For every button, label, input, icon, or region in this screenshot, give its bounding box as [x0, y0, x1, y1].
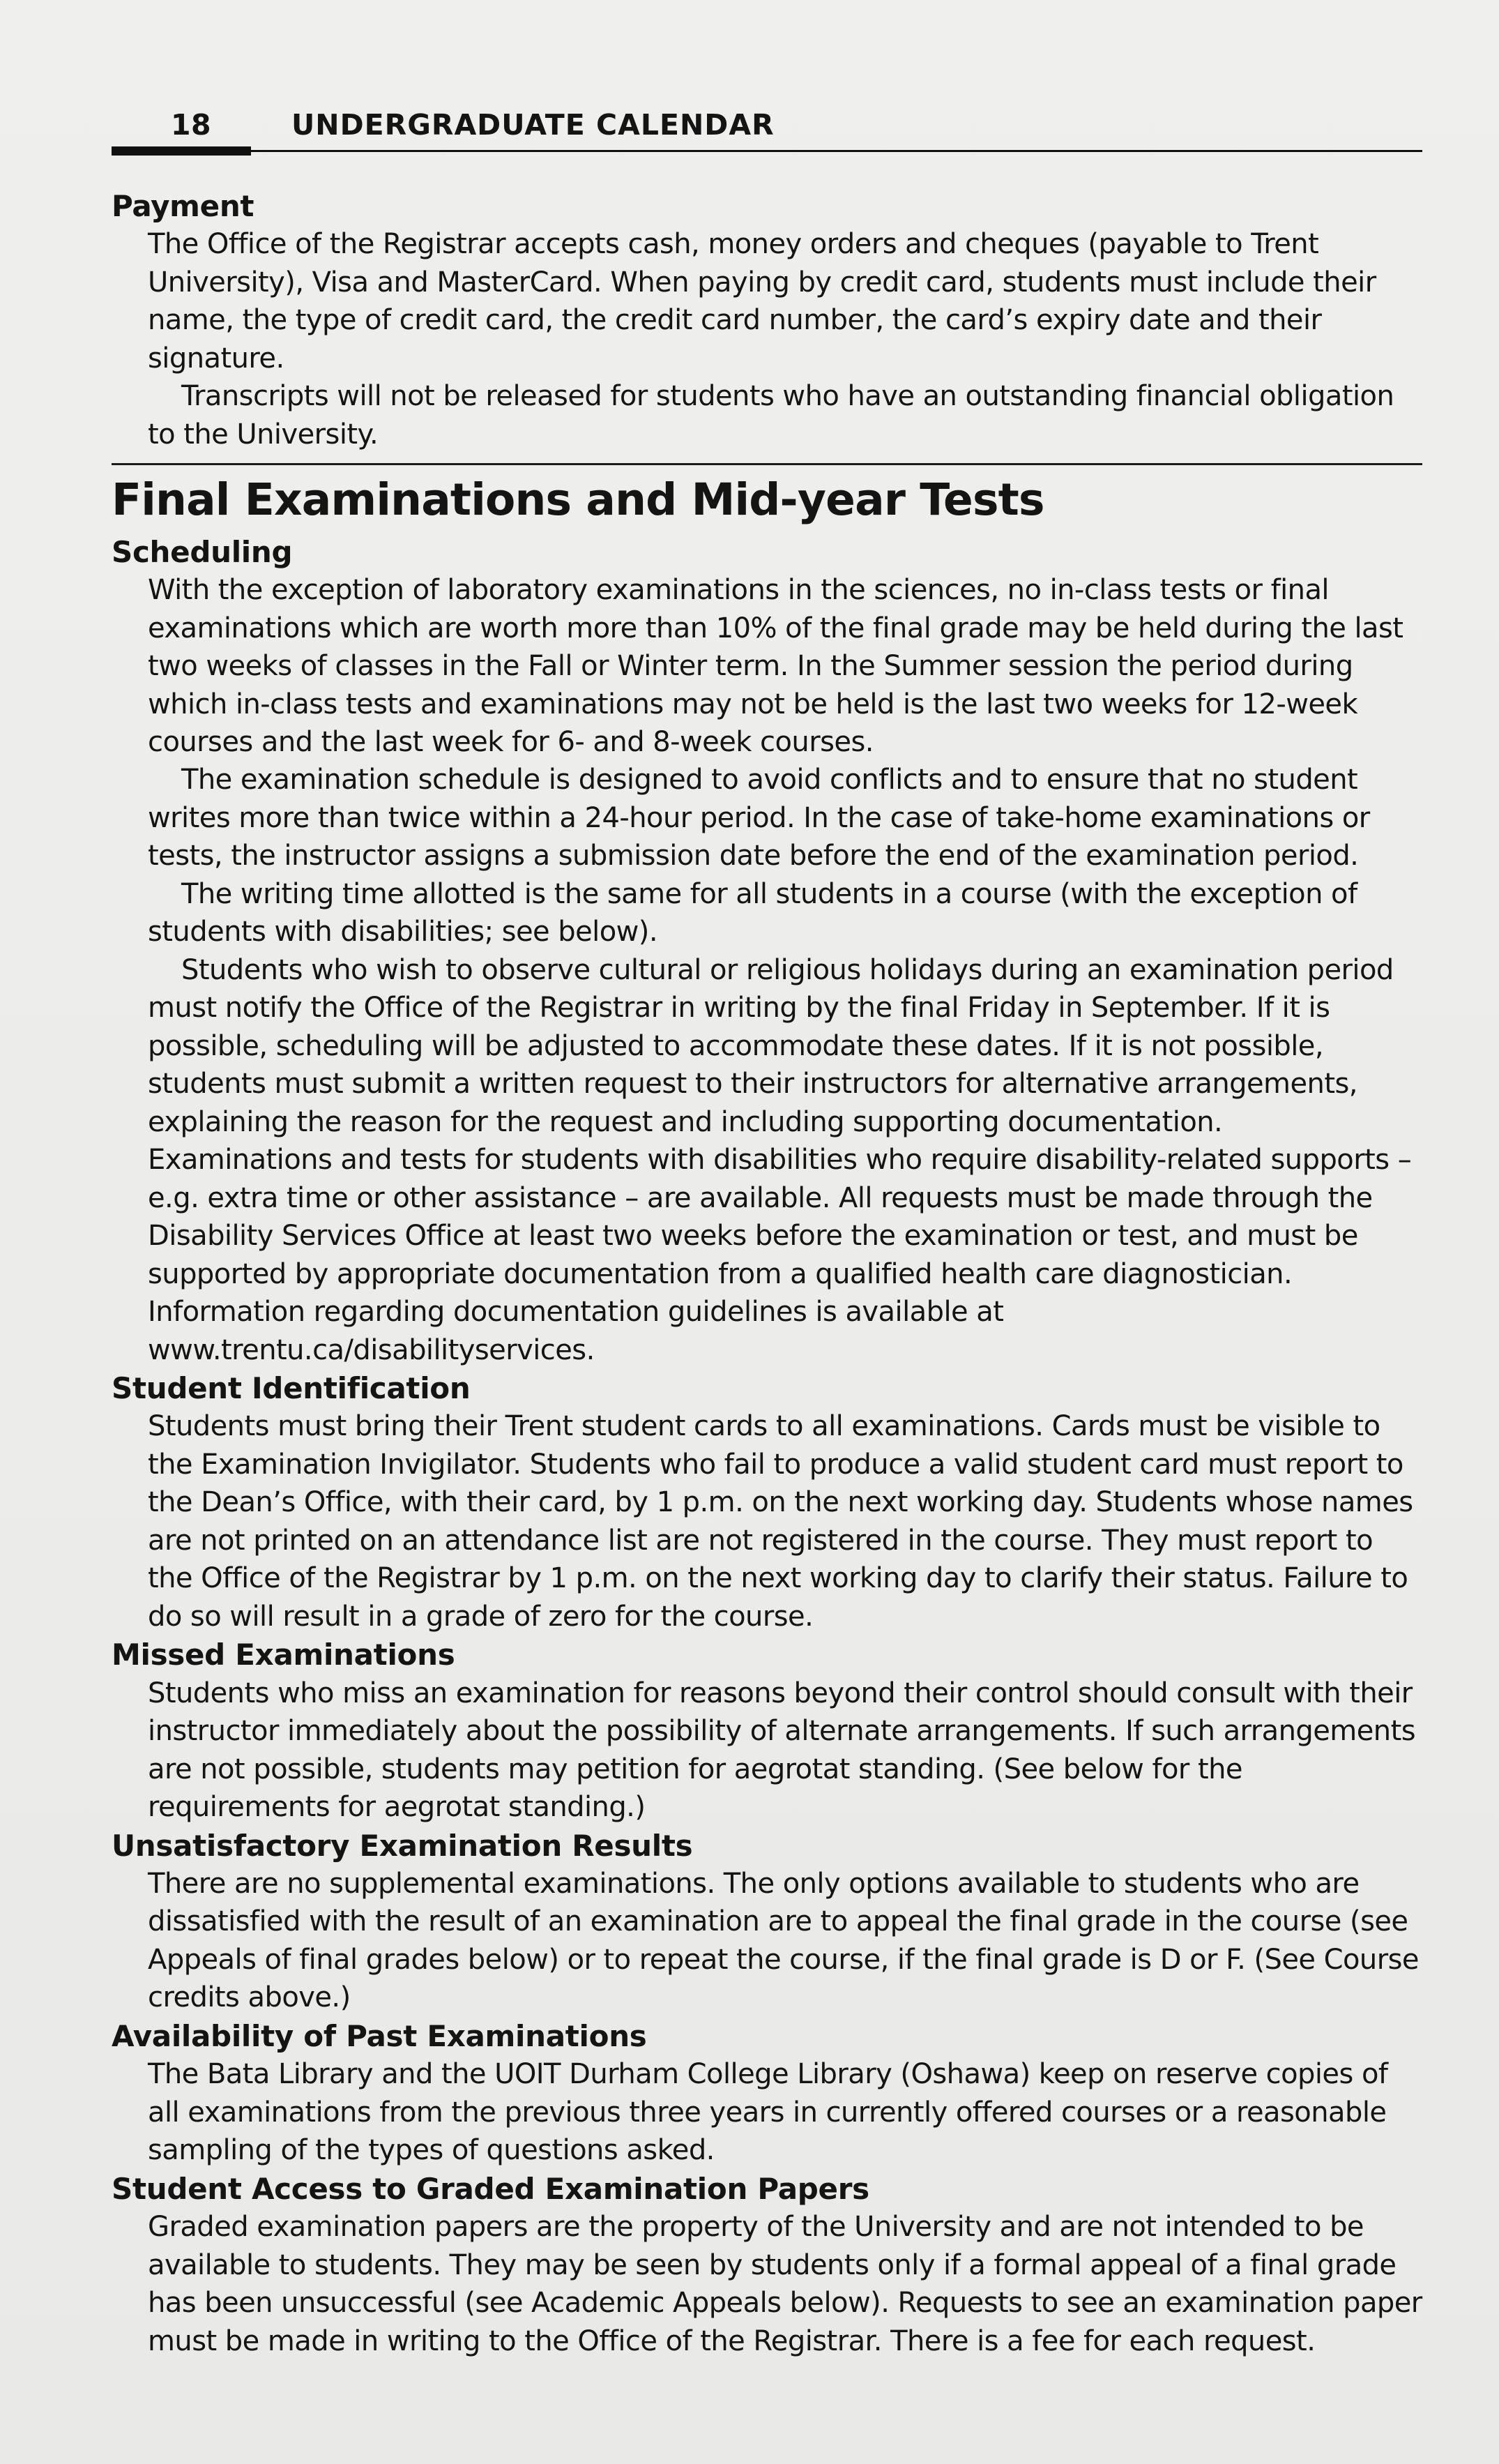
scheduling-paragraph-4: Students who wish to observe cultural or religious holidays during an examination period must notify the Office of the Registrar in writing by the final Friday in September. If it is possible, scheduling will be adjusted to accommodate these dates. If it is not possible, students must submit a written request to their instructors for alternative arrangements, explaining the reason for the request and including supporting documentation. — [148, 953, 1394, 1138]
header-accent-bar — [112, 146, 251, 156]
missed-examinations-paragraph: Students who miss an examination for reasons beyond their control should consult with their instructor immediately about the possibility of alternate arrangements. If such arrangements are not possible, students may petition for aegrotat standing. (See below for the requirements for aegrotat standing.) — [148, 1677, 1415, 1824]
header-rule — [112, 150, 1422, 152]
unsatisfactory-results-heading: Unsatisfactory Examination Results — [112, 1828, 693, 1863]
missed-examinations-heading: Missed Examinations — [112, 1638, 455, 1672]
scheduling-heading: Scheduling — [112, 534, 293, 569]
graded-papers-paragraph: Graded examination papers are the property of the University and are not intended to be available to students. They may be seen by students only if a formal appeal of a final grade has been unsuccessful (see Academic Appeals below). Requests to see an examination paper must be made in writing to the Office of the Registrar. There is a fee for each request. — [148, 2211, 1422, 2357]
past-examinations-heading: Availability of Past Examinations — [112, 2018, 647, 2053]
payment-paragraph-1: The Office of the Registrar accepts cash, money orders and cheques (payable to Trent University), Visa and MasterCard. When paying by credit card, students must include their name, the type of credit card, the credit card number, the card’s expiry date and their signature. — [148, 228, 1376, 375]
scheduling-paragraph-3: The writing time allotted is the same for all students in a course (with the exception of students with disabilities; see below). — [148, 877, 1357, 948]
page-header — [112, 108, 1422, 157]
section-divider — [112, 463, 1422, 465]
graded-papers-heading: Student Access to Graded Examination Papers — [112, 2171, 869, 2206]
scheduling-paragraph-2: The examination schedule is designed to avoid conflicts and to ensure that no student writes more than twice within a 24-hour period. In the case of take-home examinations or tests, the instructor assigns a submission date before the end of the examination period. — [148, 764, 1370, 872]
scheduling-paragraph-5: Examinations and tests for students with disabilities who require disability-related supports – e.g. extra time or other assistance – are available. All requests must be made through the Disability Services Office at least two weeks before the examination or test, and must be supported by appropriate documentation from a qualified health care diagnostician. Information regarding documentation guidelines is available at www.trentu.ca/disabilityservices. — [148, 1144, 1412, 1366]
past-examinations-paragraph: The Bata Library and the UOIT Durham College Library (Oshawa) keep on reserve copies of all examinations from the previous three years in currently offered courses or a reasonable sampling of the types of questions asked. — [148, 2058, 1388, 2167]
payment-paragraph-2: Transcripts will not be released for students who have an outstanding financial obligation to the University. — [148, 380, 1394, 451]
unsatisfactory-results-paragraph: There are no supplemental examinations. The only options available to students who are dissatisfied with the result of an examination are to appeal the final grade in the course (see Appeals of final grades below) or to repeat the course, if the final grade is D or F. (See Course credits above.) — [148, 1867, 1419, 2014]
student-identification-paragraph: Students must bring their Trent student cards to all examinations. Cards must be visible to the Examination Invigilator. Students who fail to produce a valid student card must report to the Dean’s Office, with their card, by 1 p.m. on the next working day. Students whose names are not printed on an attendance list are not registered in the course. They must report to the Office of the Registrar by 1 p.m. on the next working day to clarify their status. Failure to do so will result in a grade of zero for the course. — [148, 1410, 1413, 1633]
scheduling-paragraph-1: With the exception of laboratory examinations in the sciences, no in-class tests or final examinations which are worth more than 10% of the final grade may be held during the last two weeks of classes in the Fall or Winter term. In the Summer session the period during which in-class tests and examinations may not be held is the last two weeks for 12-week courses and the last week for 6- and 8-week courses. — [148, 574, 1403, 758]
running-title: UNDERGRADUATE CALENDAR — [291, 108, 775, 142]
payment-heading: Payment — [112, 189, 254, 223]
student-identification-heading: Student Identification — [112, 1370, 471, 1405]
section-title: Final Examinations and Mid-year Tests — [112, 474, 1044, 526]
page-number: 18 — [171, 108, 212, 142]
page-content — [112, 187, 1422, 2360]
